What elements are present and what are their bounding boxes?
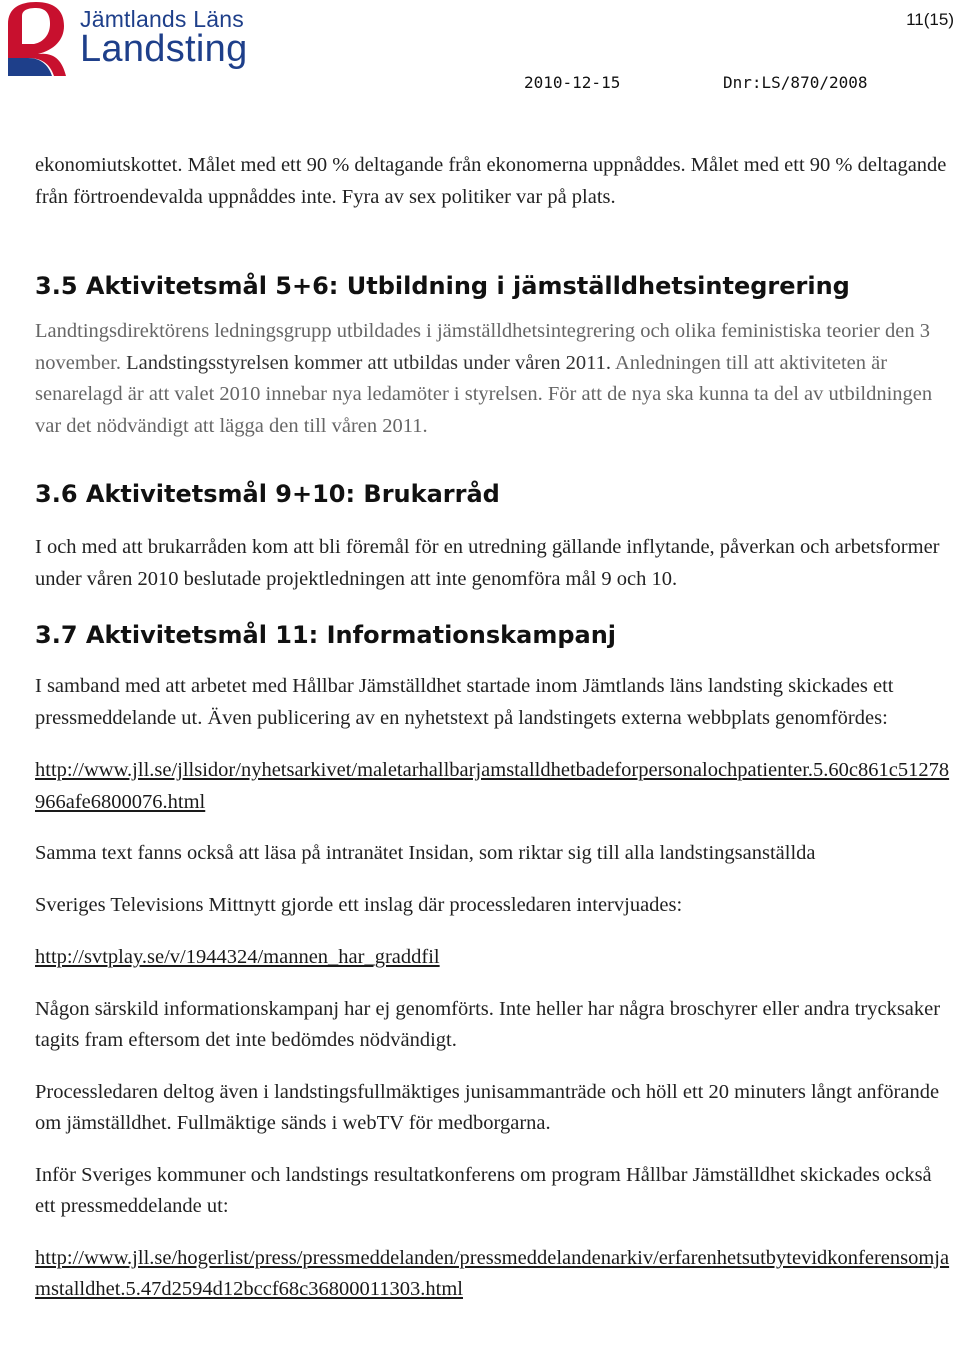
section-heading-3-7: 3.7 Aktivitetsmål 11: Informationskampanj [35,621,617,649]
document-date: 2010-12-15 [524,73,621,92]
logo-text-line1: Jämtlands Läns [80,6,244,32]
section-3-7-paragraph-2: Samma text fanns också att läsa på intranätet Insidan, som riktar sig till alla landstingsanställda [35,842,816,864]
logo [4,2,254,80]
intro-paragraph: ekonomiutskottet. Målet med ett 90 % deltagande från ekonomerna uppnåddes. Målet med ett 90 % deltagande från förtroendevalda uppnåddes inte. Fyra av sex politiker var på plats. [35,154,947,208]
section-3-5-part1: Landtingsdirektörens ledningsgrupp utbildades i jämställdhetsintegrering och olika feministiska teorier den 3 november. [35,320,930,374]
section-3-5-part4: För att de nya ska kunna ta del av utbildningen var det nödvändigt att lägga den till våren 2011. [35,383,933,437]
section-3-7-paragraph-3: Sveriges Televisions Mittnytt gjorde ett inslag där processledaren intervjuades: [35,893,683,916]
section-3-7-paragraph-5: Processledaren deltog även i landstingsfullmäktiges junisammanträde och höll ett 20 minuters långt anförande om jämställdhet. Fullmäktige sänds i webTV för medborgarna. [35,1080,940,1134]
page-number: 11(15) [906,10,954,29]
section-3-5-part2: Landstingsstyrelsen kommer att utbildas under våren 2011. [126,351,615,374]
logo-text-line2: Landsting [80,28,248,70]
section-3-7-paragraph-6: Inför Sveriges kommuner och landstings resultatkonferens om program Hållbar Jämställdhet skickades också ett pressmeddelande ut: [35,1163,932,1217]
section-3-5-part3: Anledningen till att aktiviteten är senarelagd är att valet 2010 innebar nya ledamöter i styrelsen. [35,351,888,405]
svtplay-link[interactable]: http://svtplay.se/v/1944324/mannen_har_graddfil [35,946,440,968]
section-3-7-paragraph-4: Någon särskild informationskampanj har ej genomförts. Inte heller har några broschyrer eller andra trycksaker tagits fram eftersom det inte bedömdes nödvändigt. [35,997,941,1051]
section-3-7-paragraph-1: I samband med att arbetet med Hållbar Jämställdhet startade inom Jämtlands läns landsting skickades ett pressmeddelande ut. Även publicering av en nyhetstext på landstingets externa webbplats genomfördes: [35,675,894,729]
landsting-logo-mark-icon [4,2,76,76]
section-3-5-paragraph [35,316,957,442]
document-reference: Dnr:LS/870/2008 [723,73,868,92]
news-link-paragraph [35,755,957,818]
section-3-6-paragraph: I och med att brukarråden kom att bli föremål för en utredning gällande inflytande, påverkan och arbetsformer under våren 2010 beslutade projektledningen att inte genomföra mål 9 och 10. [35,536,940,590]
press-release-link-paragraph [35,1243,957,1306]
section-heading-3-5: 3.5 Aktivitetsmål 5+6: Utbildning i jämställdhetsintegrering [35,272,850,300]
svtplay-link-paragraph [35,942,957,974]
press-release-link[interactable]: http://www.jll.se/hogerlist/press/pressmeddelanden/pressmeddelandenarkiv/erfarenhetsutbytevidkonferensomjamstalldhet.5.47d2594d12bccf68c36800011303.html [35,1246,950,1300]
section-heading-3-6: 3.6 Aktivitetsmål 9+10: Brukarråd [35,480,500,508]
news-article-link[interactable]: http://www.jll.se/jllsidor/nyhetsarkivet/maletarhallbarjamstalldhetbadeforpersonalochpatienter.5.60c861c51278966afe6800076.html [35,759,950,813]
document-body [35,150,957,1306]
